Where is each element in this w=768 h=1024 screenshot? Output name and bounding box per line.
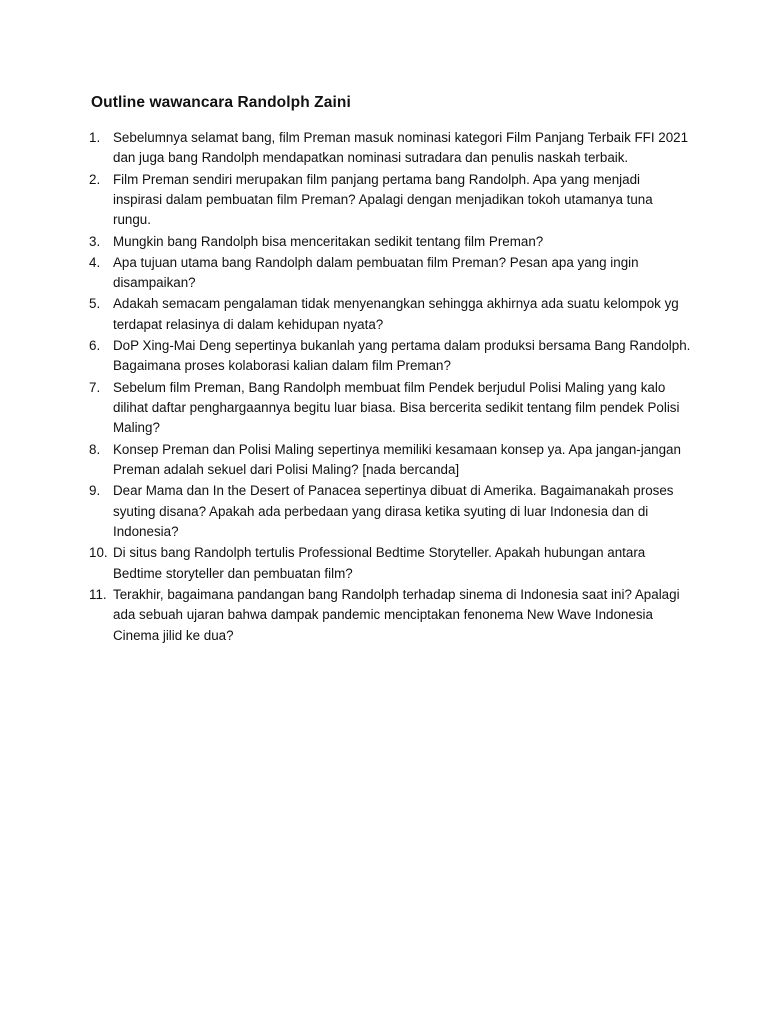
- question-item: [91, 481, 691, 542]
- question-text: Di situs bang Randolph tertulis Professional Bedtime Storyteller. Apakah hubungan antara Bedtime storyteller dan pembuatan film?: [113, 545, 646, 581]
- question-text: Adakah semacam pengalaman tidak menyenangkan sehingga akhirnya ada suatu kelompok yg terdapat relasinya di dalam kehidupan nyata?: [113, 296, 679, 332]
- question-text: Konsep Preman dan Polisi Maling sepertinya memiliki kesamaan konsep ya. Apa jangan-jangan Preman adalah sekuel dari Polisi Maling? [nada bercanda]: [113, 441, 681, 478]
- question-item: [91, 170, 691, 231]
- question-text: DoP Xing-Mai Deng sepertinya bukanlah yang pertama dalam produksi bersama Bang Randolph. Bagaimana proses kolaborasi kalian dalam film Preman?: [113, 338, 691, 374]
- question-number: 10.: [89, 545, 108, 561]
- question-number: 7.: [89, 379, 101, 395]
- question-number: 2.: [89, 171, 101, 187]
- question-text: Film Preman sendiri merupakan film panjang pertama bang Randolph. Apa yang menjadi inspirasi dalam pembuatan film Preman? Apalagi dengan menjadikan tokoh utamanya tuna rungu.: [113, 171, 653, 228]
- question-item: [91, 378, 691, 439]
- question-number: 6.: [89, 338, 101, 354]
- question-number: 4.: [89, 254, 101, 270]
- question-number: 5.: [89, 296, 101, 312]
- question-item: [91, 440, 691, 481]
- question-text: Sebelumnya selamat bang, film Preman masuk nominasi kategori Film Panjang Terbaik FFI 2021 dan juga bang Randolph mendapatkan nominasi sutradara dan penulis naskah terbaik.: [113, 130, 689, 166]
- question-item: [91, 336, 691, 377]
- question-list: [91, 128, 691, 647]
- question-text: Sebelum film Preman, Bang Randolph membuat film Pendek berjudul Polisi Maling yang kalo dilihat daftar penghargaannya begitu luar biasa. Bisa bercerita sedikit tentang film pendek Polisi Maling?: [113, 379, 680, 436]
- question-number: 8.: [89, 441, 101, 457]
- question-item: [91, 543, 691, 584]
- question-item: [91, 294, 691, 335]
- question-item: [91, 585, 691, 646]
- question-text: Dear Mama dan In the Desert of Panacea sepertinya dibuat di Amerika. Bagaimanakah proses syuting disana? Apakah ada perbedaan yang dirasa ketika syuting di luar Indonesia dan di Indonesia?: [113, 483, 674, 540]
- question-item: [91, 128, 691, 169]
- question-item: [91, 232, 691, 252]
- question-number: 11.: [89, 586, 107, 602]
- question-text: Apa tujuan utama bang Randolph dalam pembuatan film Preman? Pesan apa yang ingin disampaikan?: [113, 254, 639, 291]
- question-item: [91, 253, 691, 294]
- document-title: Outline wawancara Randolph Zaini: [91, 94, 351, 111]
- question-text: Terakhir, bagaimana pandangan bang Randolph terhadap sinema di Indonesia saat ini? Apalagi ada sebuah ujaran bahwa dampak pandemic menciptakan fenonema New Wave Indonesia Cinema jilid ke dua?: [113, 586, 680, 643]
- question-number: 9.: [89, 483, 101, 499]
- question-number: 1.: [89, 130, 101, 145]
- question-number: 3.: [89, 233, 101, 249]
- question-text: Mungkin bang Randolph bisa menceritakan sedikit tentang film Preman?: [113, 233, 544, 249]
